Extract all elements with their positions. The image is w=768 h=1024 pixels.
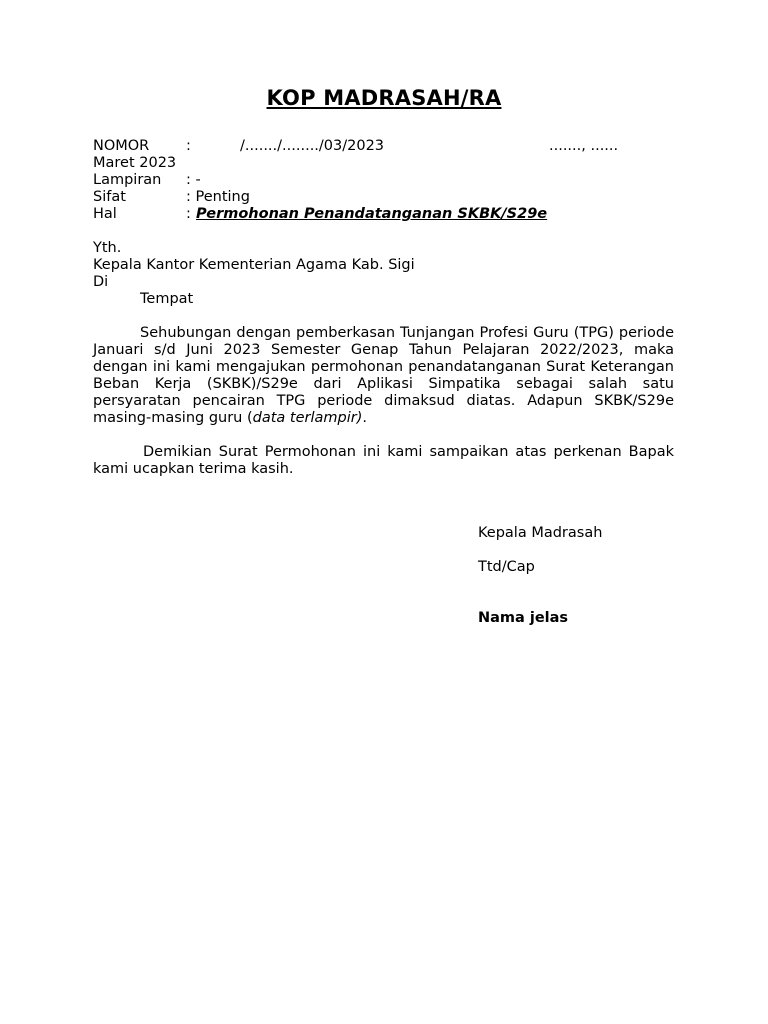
lampiran-label: Lampiran <box>93 172 162 188</box>
nomor-value: /......./......../03/2023 <box>240 138 385 154</box>
recipient-yth: Yth. <box>93 240 122 256</box>
recipient-block <box>93 240 675 308</box>
signature-title: Kepala Madrasah <box>478 525 603 541</box>
letter-header-fields <box>93 138 675 223</box>
recipient-tempat <box>93 291 675 308</box>
signature-ttd: Ttd/Cap <box>478 559 535 575</box>
hal-value: Permohonan Penandatanganan SKBK/S29e <box>196 206 548 222</box>
recipient-di: Di <box>93 274 109 290</box>
nomor-row <box>93 138 675 155</box>
letterhead-title: KOP MADRASAH/RA <box>266 86 502 110</box>
body-paragraph-2 <box>93 444 674 478</box>
date-row <box>93 155 675 172</box>
lampiran-row <box>93 172 675 189</box>
body-paragraph-1 <box>93 325 674 427</box>
body-paragraph-1-italic: data terlampir) <box>252 410 363 426</box>
date-month-year: Maret 2023 <box>93 155 177 171</box>
hal-row <box>93 206 675 223</box>
date-day: ......., ...... <box>549 138 619 154</box>
sifat-label: Sifat <box>93 189 126 205</box>
hal-colon: : <box>186 206 191 222</box>
body-paragraph-1-text: Sehubungan dengan pemberkasan Tunjangan Profesi Guru (TPG) periode Januari s/d Juni 2023 Semester Genap Tahun Pelajaran 2022/2023, maka dengan ini kami mengajukan permohonan penandatanganan Surat Keterangan Beban Kerja (SKBK)/S29e dari Aplikasi Simpatika sebagai salah satu persyaratan pencairan TPG periode dimaksud diatas. Adapun SKBK/S29e masing-masing guru ( <box>93 325 674 426</box>
signature-name: Nama jelas <box>478 610 569 626</box>
nomor-colon: : <box>186 138 191 154</box>
lampiran-value: : - <box>186 172 201 188</box>
body-paragraph-1-end: . <box>362 410 367 426</box>
nomor-label: NOMOR <box>93 138 150 154</box>
body-paragraph-2-text: Demikian Surat Permohonan ini kami sampaikan atas perkenan Bapak kami ucapkan terima kasih. <box>93 444 674 477</box>
recipient-line: Kepala Kantor Kementerian Agama Kab. Sigi <box>93 257 415 273</box>
hal-label: Hal <box>93 206 117 222</box>
tempat-text: Tempat <box>140 291 194 307</box>
sifat-value: : Penting <box>186 189 250 205</box>
sifat-row <box>93 189 675 206</box>
